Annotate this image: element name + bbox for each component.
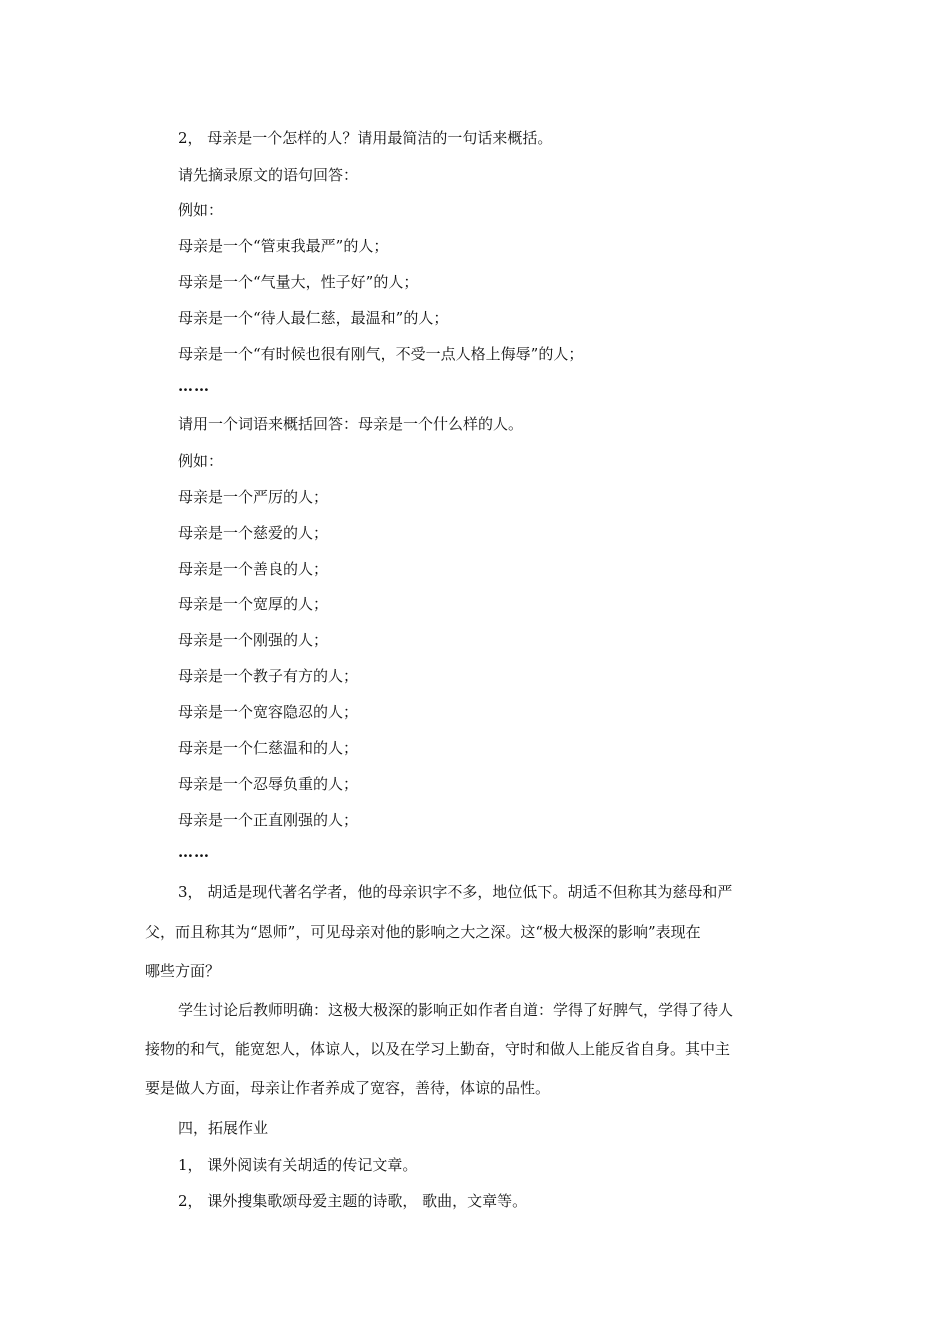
word-item: 母亲是一个严厉的人； [178,488,329,506]
quote-item: 母亲是一个“气量大，性子好”的人； [178,273,419,291]
quote-item: 母亲是一个“管束我最严”的人； [178,237,389,255]
ellipsis: …… [178,377,210,395]
answer-line: 学生讨论后教师明确：这极大极深的影响正如作者自道：学得了好脾气，学得了待人 [178,1001,734,1019]
quote-item: 母亲是一个“有时候也很有刚气，不受一点人格上侮辱”的人； [178,345,584,363]
word-item: 母亲是一个刚强的人； [178,631,329,649]
word-item: 母亲是一个善良的人； [178,560,329,578]
example-label: 例如： [178,201,224,219]
homework-item: 2， 课外搜集歌颂母爱主题的诗歌， 歌曲，文章等。 [178,1192,528,1210]
word-item: 母亲是一个仁慈温和的人； [178,739,359,757]
answer-line: 要是做人方面，母亲让作者养成了宽容，善待，体谅的品性。 [145,1079,551,1097]
question-3-line: 哪些方面？ [145,962,221,980]
word-item: 母亲是一个教子有方的人； [178,667,359,685]
question-2-title: 2， 母亲是一个怎样的人？请用最简洁的一句话来概括。 [178,129,553,147]
question-3-line: 父，而且称其为“恩师”，可见母亲对他的影响之大之深。这“极大极深的影响”表现在 [145,923,701,941]
word-item: 母亲是一个宽容隐忍的人； [178,703,359,721]
word-item: 母亲是一个忍辱负重的人； [178,775,359,793]
word-item: 母亲是一个慈爱的人； [178,524,329,542]
example-label: 例如： [178,452,224,470]
quote-item: 母亲是一个“待人最仁慈，最温和”的人； [178,309,449,327]
answer-line: 接物的和气，能宽恕人，体谅人，以及在学习上勤奋，守时和做人上能反省自身。其中主 [145,1040,731,1058]
question-3-line: 3， 胡适是现代著名学者，他的母亲识字不多，地位低下。胡适不但称其为慈母和严 [178,883,733,901]
section-4-heading: 四，拓展作业 [178,1119,269,1137]
quote-prompt: 请先摘录原文的语句回答： [178,166,359,184]
word-item: 母亲是一个宽厚的人； [178,595,329,613]
homework-item: 1， 课外阅读有关胡适的传记文章。 [178,1156,418,1174]
word-item: 母亲是一个正直刚强的人； [178,811,359,829]
ellipsis: …… [178,843,210,861]
word-prompt: 请用一个词语来概括回答：母亲是一个什么样的人。 [178,415,524,433]
